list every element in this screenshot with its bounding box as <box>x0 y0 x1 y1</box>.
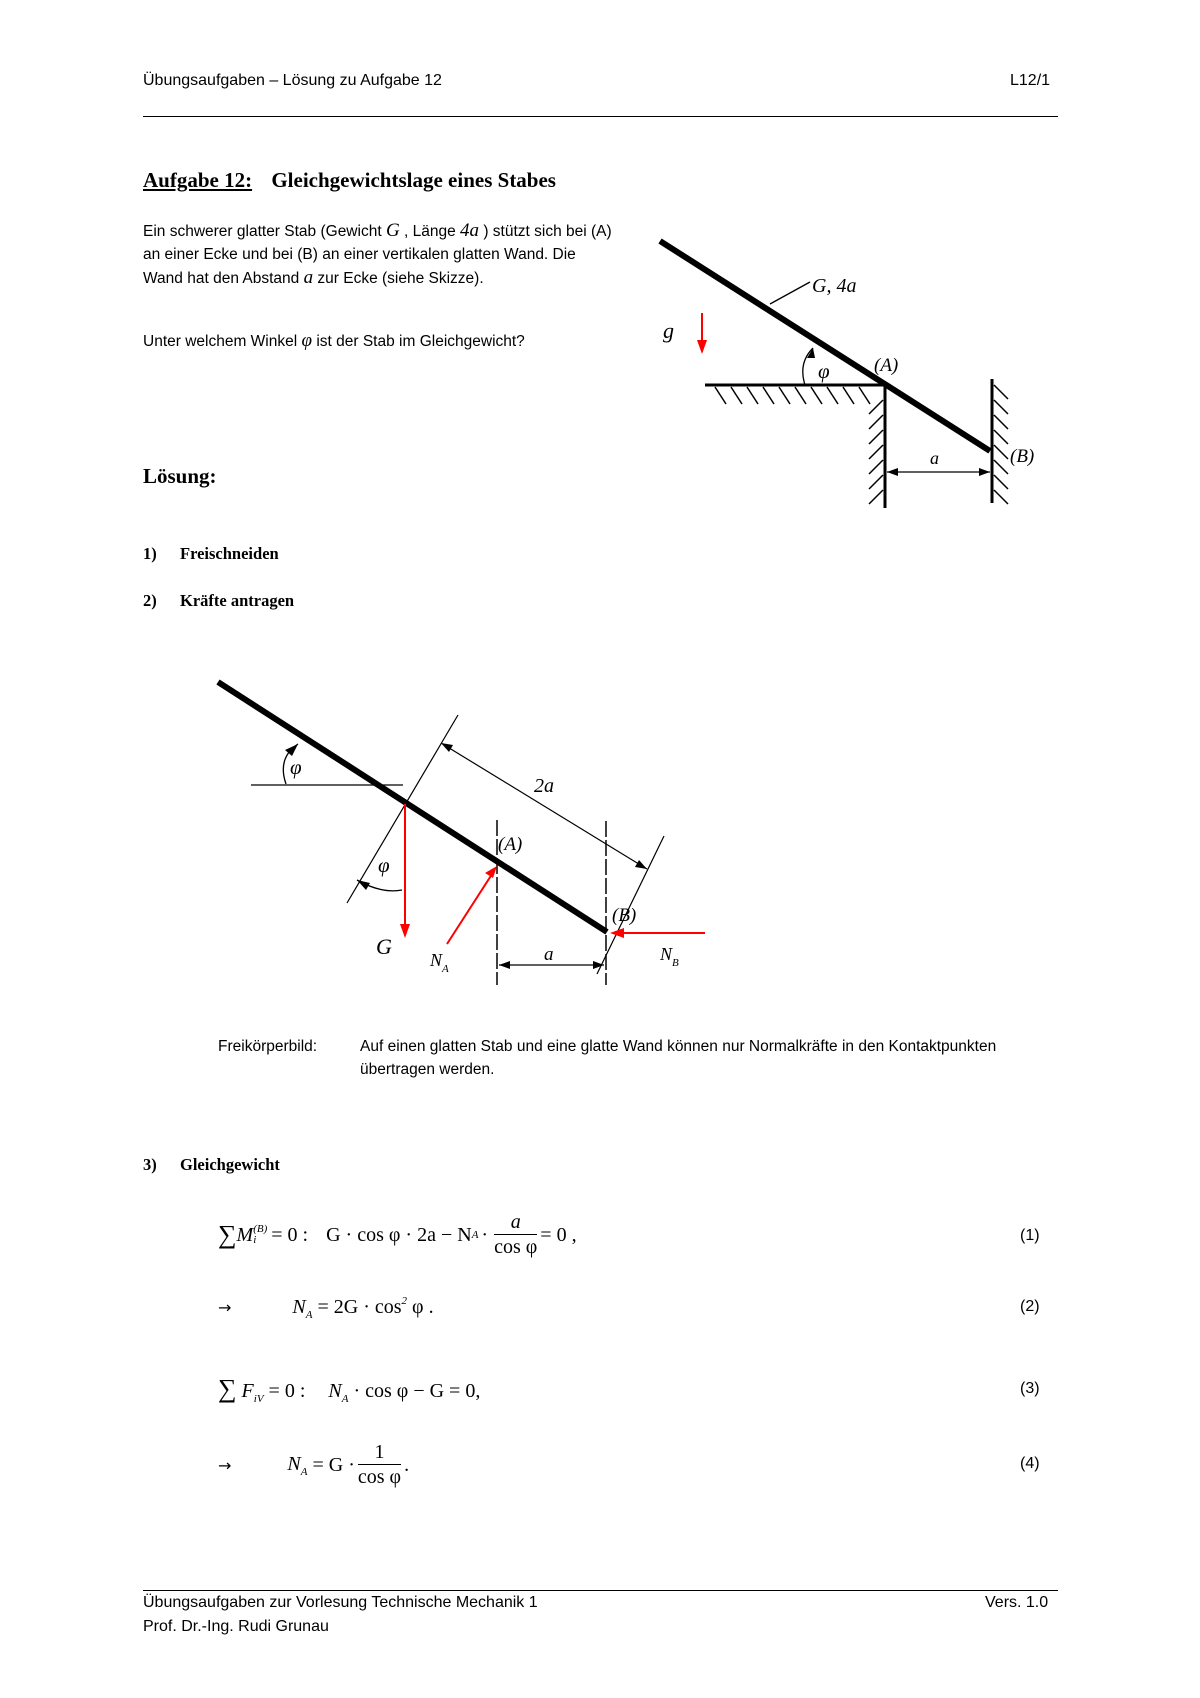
task-label: Aufgabe 12: <box>143 168 253 192</box>
point-b-label: (B) <box>1010 446 1035 467</box>
step-3: 3) Gleichgewicht <box>143 1155 280 1174</box>
task-question: Unter welchem Winkel φ ist der Stab im Gleichgewicht? <box>143 330 525 351</box>
step-2: 2) Kräfte antragen <box>143 591 295 610</box>
fraction-1: $\frac{a}{\text{cos φ}}$ <box>494 1211 538 1258</box>
rod <box>218 682 607 932</box>
wall-hatching <box>994 385 1008 504</box>
header-title: Übungsaufgaben – Lösung zu Aufgabe 12 <box>143 72 442 89</box>
weight-label: G <box>376 934 392 959</box>
rod-label: G, 4a <box>812 275 857 297</box>
equation-2: → $N_A = 2G \cdot \cos^2 \varphi$ . <box>218 1295 434 1321</box>
length-label: 2a <box>534 775 554 797</box>
step-1: 1) Freischneiden <box>143 544 279 563</box>
task-heading <box>143 168 556 193</box>
page-number: L12/1 <box>1010 72 1051 89</box>
footer-course: Übungsaufgaben zur Vorlesung Technische Mechanik 1 <box>143 1594 538 1611</box>
fbd-text: Auf einen glatten Stab und eine glatte Wand können nur Normalkräfte in den Kontaktpunkten übertragen werden. <box>360 1038 997 1078</box>
gravity-label: g <box>663 318 674 343</box>
footer-rule <box>143 1590 1058 1591</box>
normal-force-a-arrow <box>447 871 494 944</box>
angle-label-top: φ <box>290 755 302 779</box>
footer-version: Vers. 1.0 <box>985 1594 1049 1611</box>
equation-4-number: (4) <box>1020 1455 1040 1472</box>
rod <box>660 241 990 451</box>
free-body-diagram <box>200 660 740 1000</box>
fraction-4: $\frac{1}{\text{cos φ}}$ <box>357 1441 402 1488</box>
normal-force-a-label: $N_A$ <box>430 950 449 975</box>
rod-leader-line <box>770 282 810 304</box>
normal-force-b-label: $N_B$ <box>660 944 679 969</box>
equation-1-number: (1) <box>1020 1227 1040 1244</box>
equation-2-number: (2) <box>1020 1298 1040 1315</box>
length-dimension <box>441 743 647 869</box>
task-title: Gleichgewichtslage eines Stabes <box>271 168 556 192</box>
equation-3: ∑ $F_{iV} = 0$ : $N_A \cdot \cos \varphi - G = 0$, <box>218 1374 481 1405</box>
sketch-figure <box>640 220 1060 520</box>
task-description: Ein schwerer glatter Stab (Gewicht G , Länge 4a ) stützt sich bei (A) an einer Ecke und bei (B) an einer vertikalen glatten Wand. Die Wand hat den Abstand a zur Ecke (siehe Skizze). <box>143 220 612 288</box>
ledge-hatching <box>715 387 870 404</box>
angle-label-low: φ <box>378 853 390 877</box>
equation-4: → $N_A$ = G · $\frac{1}{\text{cos φ}}$ . <box>218 1441 410 1488</box>
distance-label: a <box>930 448 939 468</box>
equation-3-number: (3) <box>1020 1380 1040 1397</box>
point-a-label: (A) <box>498 834 523 855</box>
equation-1: ∑ M (B) i = 0 : G · cos φ · 2a − N A · $\frac{a}{\text{cos φ}}$ = 0 , <box>218 1211 577 1258</box>
point-b-label: (B) <box>612 905 637 926</box>
fbd-label: Freikörperbild: <box>218 1038 318 1055</box>
angle-label: φ <box>818 359 830 383</box>
solution-heading: Lösung: <box>143 464 217 488</box>
footer-author: Prof. Dr.-Ing. Rudi Grunau <box>143 1618 329 1635</box>
point-a-label: (A) <box>874 355 899 376</box>
distance-label: a <box>544 944 554 965</box>
corner-hatching <box>869 400 883 504</box>
header-rule <box>143 116 1058 117</box>
